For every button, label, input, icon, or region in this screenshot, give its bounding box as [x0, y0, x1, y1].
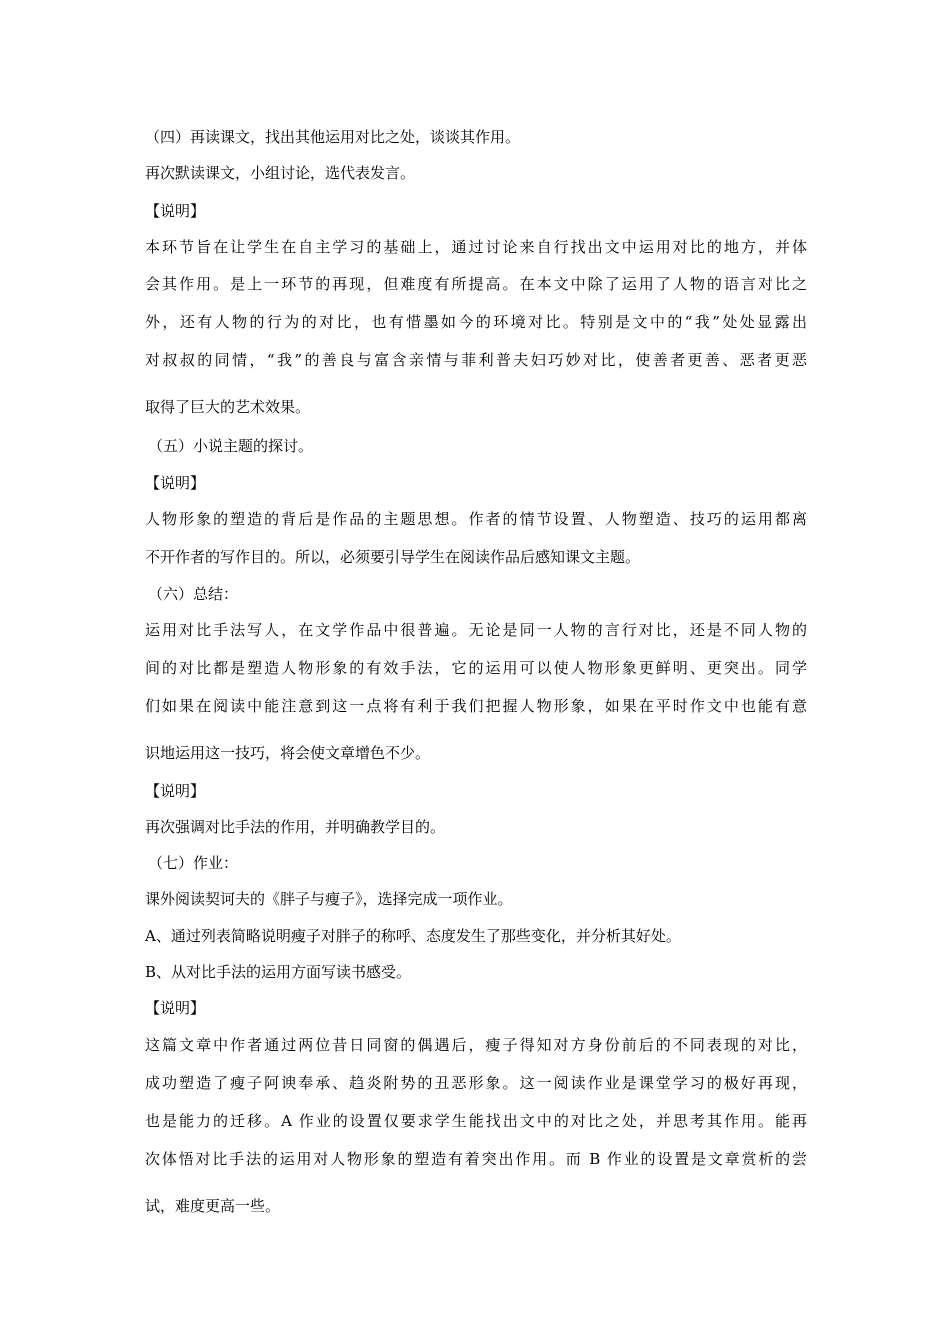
paragraph-line: 对叔叔的同情，“我”的善良与富含亲情与菲利普夫妇巧妙对比，使善者更善、恶者更恶 — [145, 351, 807, 369]
paragraph-line: 不开作者的写作目的。所以，必须要引导学生在阅读作品后感知课文主题。 — [145, 548, 641, 566]
paragraph-line: 本环节旨在让学生在自主学习的基础上，通过讨论来自行找出文中运用对比的地方，并体 — [145, 238, 807, 256]
note-label: 【说明】 — [145, 782, 206, 800]
heading-section-6: （六）总结： — [148, 585, 239, 603]
paragraph-line: 识地运用这一技巧，将会使文章增色不少。 — [145, 744, 431, 762]
paragraph-line: 间的对比都是塑造人物形象的有效手法，它的运用可以使人物形象更鲜明、更突出。同学 — [145, 659, 807, 677]
paragraph-line: 成功塑造了瘦子阿谀奉承、趋炎附势的丑恶形象。这一阅读作业是课堂学习的极好再现， — [145, 1074, 807, 1092]
option-b: B、从对比手法的运用方面写读书感受。 — [145, 963, 412, 981]
heading-section-4: （四）再读课文，找出其他运用对比之处，谈谈其作用。 — [145, 128, 521, 146]
note-label: 【说明】 — [145, 202, 206, 220]
note-label: 【说明】 — [145, 474, 206, 492]
option-a: A、通过列表简略说明瘦子对胖子的称呼、态度发生了那些变化，并分析其好处。 — [145, 927, 681, 945]
note-label: 【说明】 — [145, 999, 206, 1017]
paragraph-line: 试，难度更高一些。 — [145, 1197, 281, 1215]
paragraph-line: 运用对比手法写人，在文学作品中很普遍。无论是同一人物的言行对比，还是不同人物的 — [145, 621, 807, 639]
paragraph-line: 再次默读课文，小组讨论，选代表发言。 — [145, 164, 416, 182]
paragraph-line: 次体悟对比手法的运用对人物形象的塑造有着突出作用。而 B 作业的设置是文章赏析的尝 — [145, 1150, 807, 1168]
paragraph-line: 取得了巨大的艺术效果。 — [145, 398, 311, 416]
paragraph-line: 再次强调对比手法的作用，并明确教学目的。 — [145, 818, 446, 836]
heading-section-7: （七）作业： — [148, 854, 239, 872]
heading-section-5: （五）小说主题的探讨。 — [148, 437, 314, 455]
paragraph-line: 人物形象的塑造的背后是作品的主题思想。作者的情节设置、人物塑造、技巧的运用都离 — [145, 510, 807, 528]
paragraph-line: 们如果在阅读中能注意到这一点将有利于我们把握人物形象，如果在平时作文中也能有意 — [145, 697, 807, 715]
paragraph-line: 也是能力的迁移。A 作业的设置仅要求学生能找出文中的对比之处，并思考其作用。能再 — [145, 1112, 807, 1130]
paragraph-line: 这篇文章中作者通过两位昔日同窗的偶遇后，瘦子得知对方身份前后的不同表现的对比， — [145, 1036, 807, 1054]
paragraph-line: 会其作用。是上一环节的再现，但难度有所提高。在本文中除了运用了人物的语言对比之 — [145, 275, 807, 293]
paragraph-line: 外，还有人物的行为的对比，也有惜墨如今的环境对比。特别是文中的“我”处处显露出 — [145, 313, 807, 331]
paragraph-line: 课外阅读契诃夫的《胖子与瘦子》，选择完成一项作业。 — [145, 890, 513, 908]
